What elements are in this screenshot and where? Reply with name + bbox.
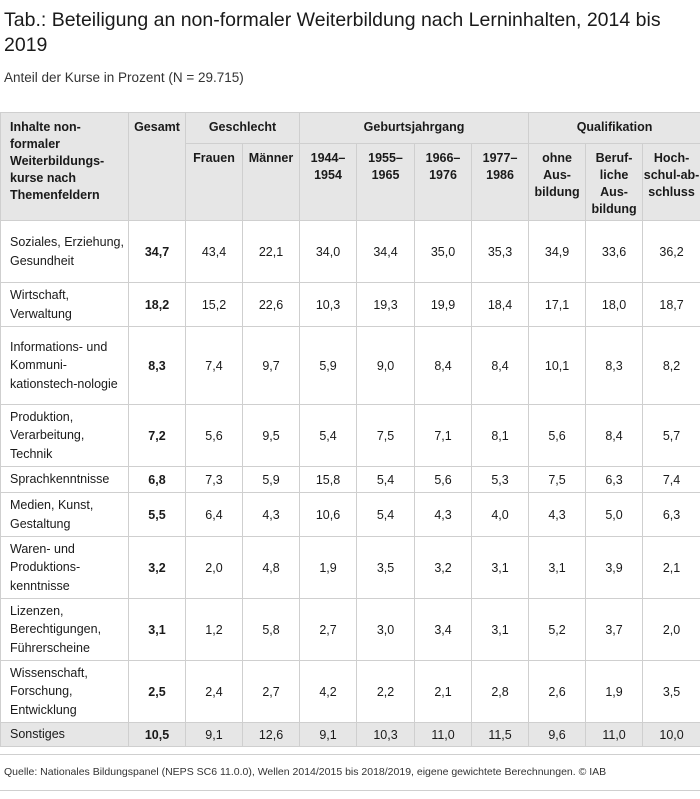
header-group-geschlecht: Geschlecht — [186, 113, 300, 144]
cell-value: 11,0 — [586, 723, 643, 747]
cell-value: 8,1 — [472, 405, 529, 467]
row-label: Wissenschaft, Forschung, Entwicklung — [1, 661, 129, 723]
cell-value: 2,1 — [415, 661, 472, 723]
header-column: Beruf-liche Aus-bildung — [586, 144, 643, 221]
row-label: Wirtschaft, Verwaltung — [1, 283, 129, 327]
header-column: Hoch-schul-ab-schluss — [643, 144, 700, 221]
cell-value: 11,5 — [472, 723, 529, 747]
cell-value: 35,3 — [472, 221, 529, 283]
cell-gesamt: 6,8 — [129, 467, 186, 493]
cell-value: 18,0 — [586, 283, 643, 327]
cell-value: 10,3 — [357, 723, 415, 747]
cell-value: 9,0 — [357, 327, 415, 405]
data-table — [0, 112, 700, 747]
cell-value: 10,1 — [529, 327, 586, 405]
cell-value: 4,0 — [472, 493, 529, 537]
cell-value: 5,4 — [357, 493, 415, 537]
cell-value: 4,2 — [300, 661, 357, 723]
table-row — [1, 537, 700, 599]
table-row — [1, 327, 700, 405]
header-column: Männer — [243, 144, 300, 221]
header-column: 1977–1986 — [472, 144, 529, 221]
header-column: Frauen — [186, 144, 243, 221]
cell-value: 34,9 — [529, 221, 586, 283]
header-row-groups — [1, 113, 700, 144]
header-column: 1944–1954 — [300, 144, 357, 221]
cell-value: 8,2 — [643, 327, 700, 405]
cell-value: 5,2 — [529, 599, 586, 661]
cell-value: 5,9 — [300, 327, 357, 405]
cell-value: 2,0 — [186, 537, 243, 599]
cell-value: 2,8 — [472, 661, 529, 723]
cell-value: 5,6 — [186, 405, 243, 467]
cell-gesamt: 2,5 — [129, 661, 186, 723]
cell-gesamt: 18,2 — [129, 283, 186, 327]
cell-value: 4,3 — [529, 493, 586, 537]
row-label: Soziales, Erziehung, Gesundheit — [1, 221, 129, 283]
cell-value: 3,5 — [357, 537, 415, 599]
cell-gesamt: 3,1 — [129, 599, 186, 661]
cell-value: 5,4 — [300, 405, 357, 467]
cell-value: 43,4 — [186, 221, 243, 283]
cell-value: 7,3 — [186, 467, 243, 493]
cell-value: 7,5 — [529, 467, 586, 493]
cell-value: 7,4 — [643, 467, 700, 493]
cell-value: 2,2 — [357, 661, 415, 723]
row-label: Lizenzen, Berechtigungen, Führerscheine — [1, 599, 129, 661]
cell-value: 5,4 — [357, 467, 415, 493]
source-note: Quelle: Nationales Bildungspanel (NEPS SC6 11.0.0), Wellen 2014/2015 bis 2018/2019, eigene gewichtete Berechnungen. © IAB — [4, 766, 607, 778]
cell-value: 6,3 — [586, 467, 643, 493]
cell-value: 9,1 — [186, 723, 243, 747]
cell-value: 2,4 — [186, 661, 243, 723]
cell-value: 3,0 — [357, 599, 415, 661]
cell-value: 2,0 — [643, 599, 700, 661]
header-row-label: Inhalte non-formaler Weiterbildungs-kurse nach Themenfeldern — [1, 113, 129, 221]
cell-value: 9,7 — [243, 327, 300, 405]
cell-value: 2,7 — [243, 661, 300, 723]
cell-gesamt: 3,2 — [129, 537, 186, 599]
cell-value: 22,6 — [243, 283, 300, 327]
cell-value: 9,6 — [529, 723, 586, 747]
table-subtitle: Anteil der Kurse in Prozent (N = 29.715) — [4, 70, 244, 85]
table-row — [1, 723, 700, 747]
cell-value: 4,8 — [243, 537, 300, 599]
row-label: Sonstiges — [1, 723, 129, 747]
cell-value: 19,9 — [415, 283, 472, 327]
table-header — [1, 113, 700, 221]
cell-value: 3,7 — [586, 599, 643, 661]
table-row — [1, 405, 700, 467]
cell-value: 19,3 — [357, 283, 415, 327]
cell-value: 10,6 — [300, 493, 357, 537]
table-row — [1, 661, 700, 723]
row-label: Informations- und Kommuni-kationstech-nologie — [1, 327, 129, 405]
table-row — [1, 493, 700, 537]
cell-value: 12,6 — [243, 723, 300, 747]
cell-value: 2,6 — [529, 661, 586, 723]
cell-value: 2,7 — [300, 599, 357, 661]
cell-gesamt: 7,2 — [129, 405, 186, 467]
cell-value: 22,1 — [243, 221, 300, 283]
cell-value: 3,1 — [472, 599, 529, 661]
cell-value: 10,3 — [300, 283, 357, 327]
row-label: Waren- und Produktions-kenntnisse — [1, 537, 129, 599]
cell-value: 9,1 — [300, 723, 357, 747]
cell-value: 1,9 — [300, 537, 357, 599]
cell-value: 5,3 — [472, 467, 529, 493]
cell-value: 8,3 — [586, 327, 643, 405]
cell-value: 7,5 — [357, 405, 415, 467]
cell-value: 5,7 — [643, 405, 700, 467]
cell-value: 5,9 — [243, 467, 300, 493]
cell-gesamt: 5,5 — [129, 493, 186, 537]
cell-value: 3,1 — [472, 537, 529, 599]
cell-value: 36,2 — [643, 221, 700, 283]
cell-value: 3,1 — [529, 537, 586, 599]
cell-value: 4,3 — [415, 493, 472, 537]
cell-value: 2,1 — [643, 537, 700, 599]
divider-bottom — [0, 790, 700, 791]
header-column: 1955–1965 — [357, 144, 415, 221]
cell-value: 18,7 — [643, 283, 700, 327]
cell-gesamt: 10,5 — [129, 723, 186, 747]
cell-gesamt: 8,3 — [129, 327, 186, 405]
cell-value: 5,0 — [586, 493, 643, 537]
table-body — [1, 221, 700, 747]
cell-value: 8,4 — [472, 327, 529, 405]
table-row — [1, 467, 700, 493]
cell-value: 6,4 — [186, 493, 243, 537]
cell-value: 11,0 — [415, 723, 472, 747]
header-group-geburtsjahrgang: Geburtsjahrgang — [300, 113, 529, 144]
table-row — [1, 283, 700, 327]
cell-value: 8,4 — [415, 327, 472, 405]
cell-value: 5,8 — [243, 599, 300, 661]
table-row — [1, 599, 700, 661]
cell-value: 8,4 — [586, 405, 643, 467]
cell-value: 9,5 — [243, 405, 300, 467]
cell-value: 4,3 — [243, 493, 300, 537]
divider-top — [0, 754, 700, 755]
header-column: ohne Aus-bildung — [529, 144, 586, 221]
cell-value: 17,1 — [529, 283, 586, 327]
cell-value: 5,6 — [415, 467, 472, 493]
header-column: 1966–1976 — [415, 144, 472, 221]
cell-value: 5,6 — [529, 405, 586, 467]
cell-value: 3,9 — [586, 537, 643, 599]
header-gesamt: Gesamt — [129, 113, 186, 221]
cell-value: 15,2 — [186, 283, 243, 327]
cell-value: 6,3 — [643, 493, 700, 537]
cell-value: 1,2 — [186, 599, 243, 661]
row-label: Produktion, Verarbeitung, Technik — [1, 405, 129, 467]
cell-value: 3,4 — [415, 599, 472, 661]
cell-value: 34,0 — [300, 221, 357, 283]
cell-value: 33,6 — [586, 221, 643, 283]
cell-value: 18,4 — [472, 283, 529, 327]
table-row — [1, 221, 700, 283]
cell-value: 35,0 — [415, 221, 472, 283]
row-label: Medien, Kunst, Gestaltung — [1, 493, 129, 537]
header-group-qualifikation: Qualifikation — [529, 113, 700, 144]
cell-value: 34,4 — [357, 221, 415, 283]
row-label: Sprachkenntnisse — [1, 467, 129, 493]
cell-value: 7,4 — [186, 327, 243, 405]
cell-gesamt: 34,7 — [129, 221, 186, 283]
cell-value: 7,1 — [415, 405, 472, 467]
cell-value: 1,9 — [586, 661, 643, 723]
cell-value: 15,8 — [300, 467, 357, 493]
cell-value: 3,5 — [643, 661, 700, 723]
table-title: Tab.: Beteiligung an non-formaler Weiterbildung nach Lerninhalten, 2014 bis 2019 — [4, 9, 661, 56]
cell-value: 3,2 — [415, 537, 472, 599]
cell-value: 10,0 — [643, 723, 700, 747]
